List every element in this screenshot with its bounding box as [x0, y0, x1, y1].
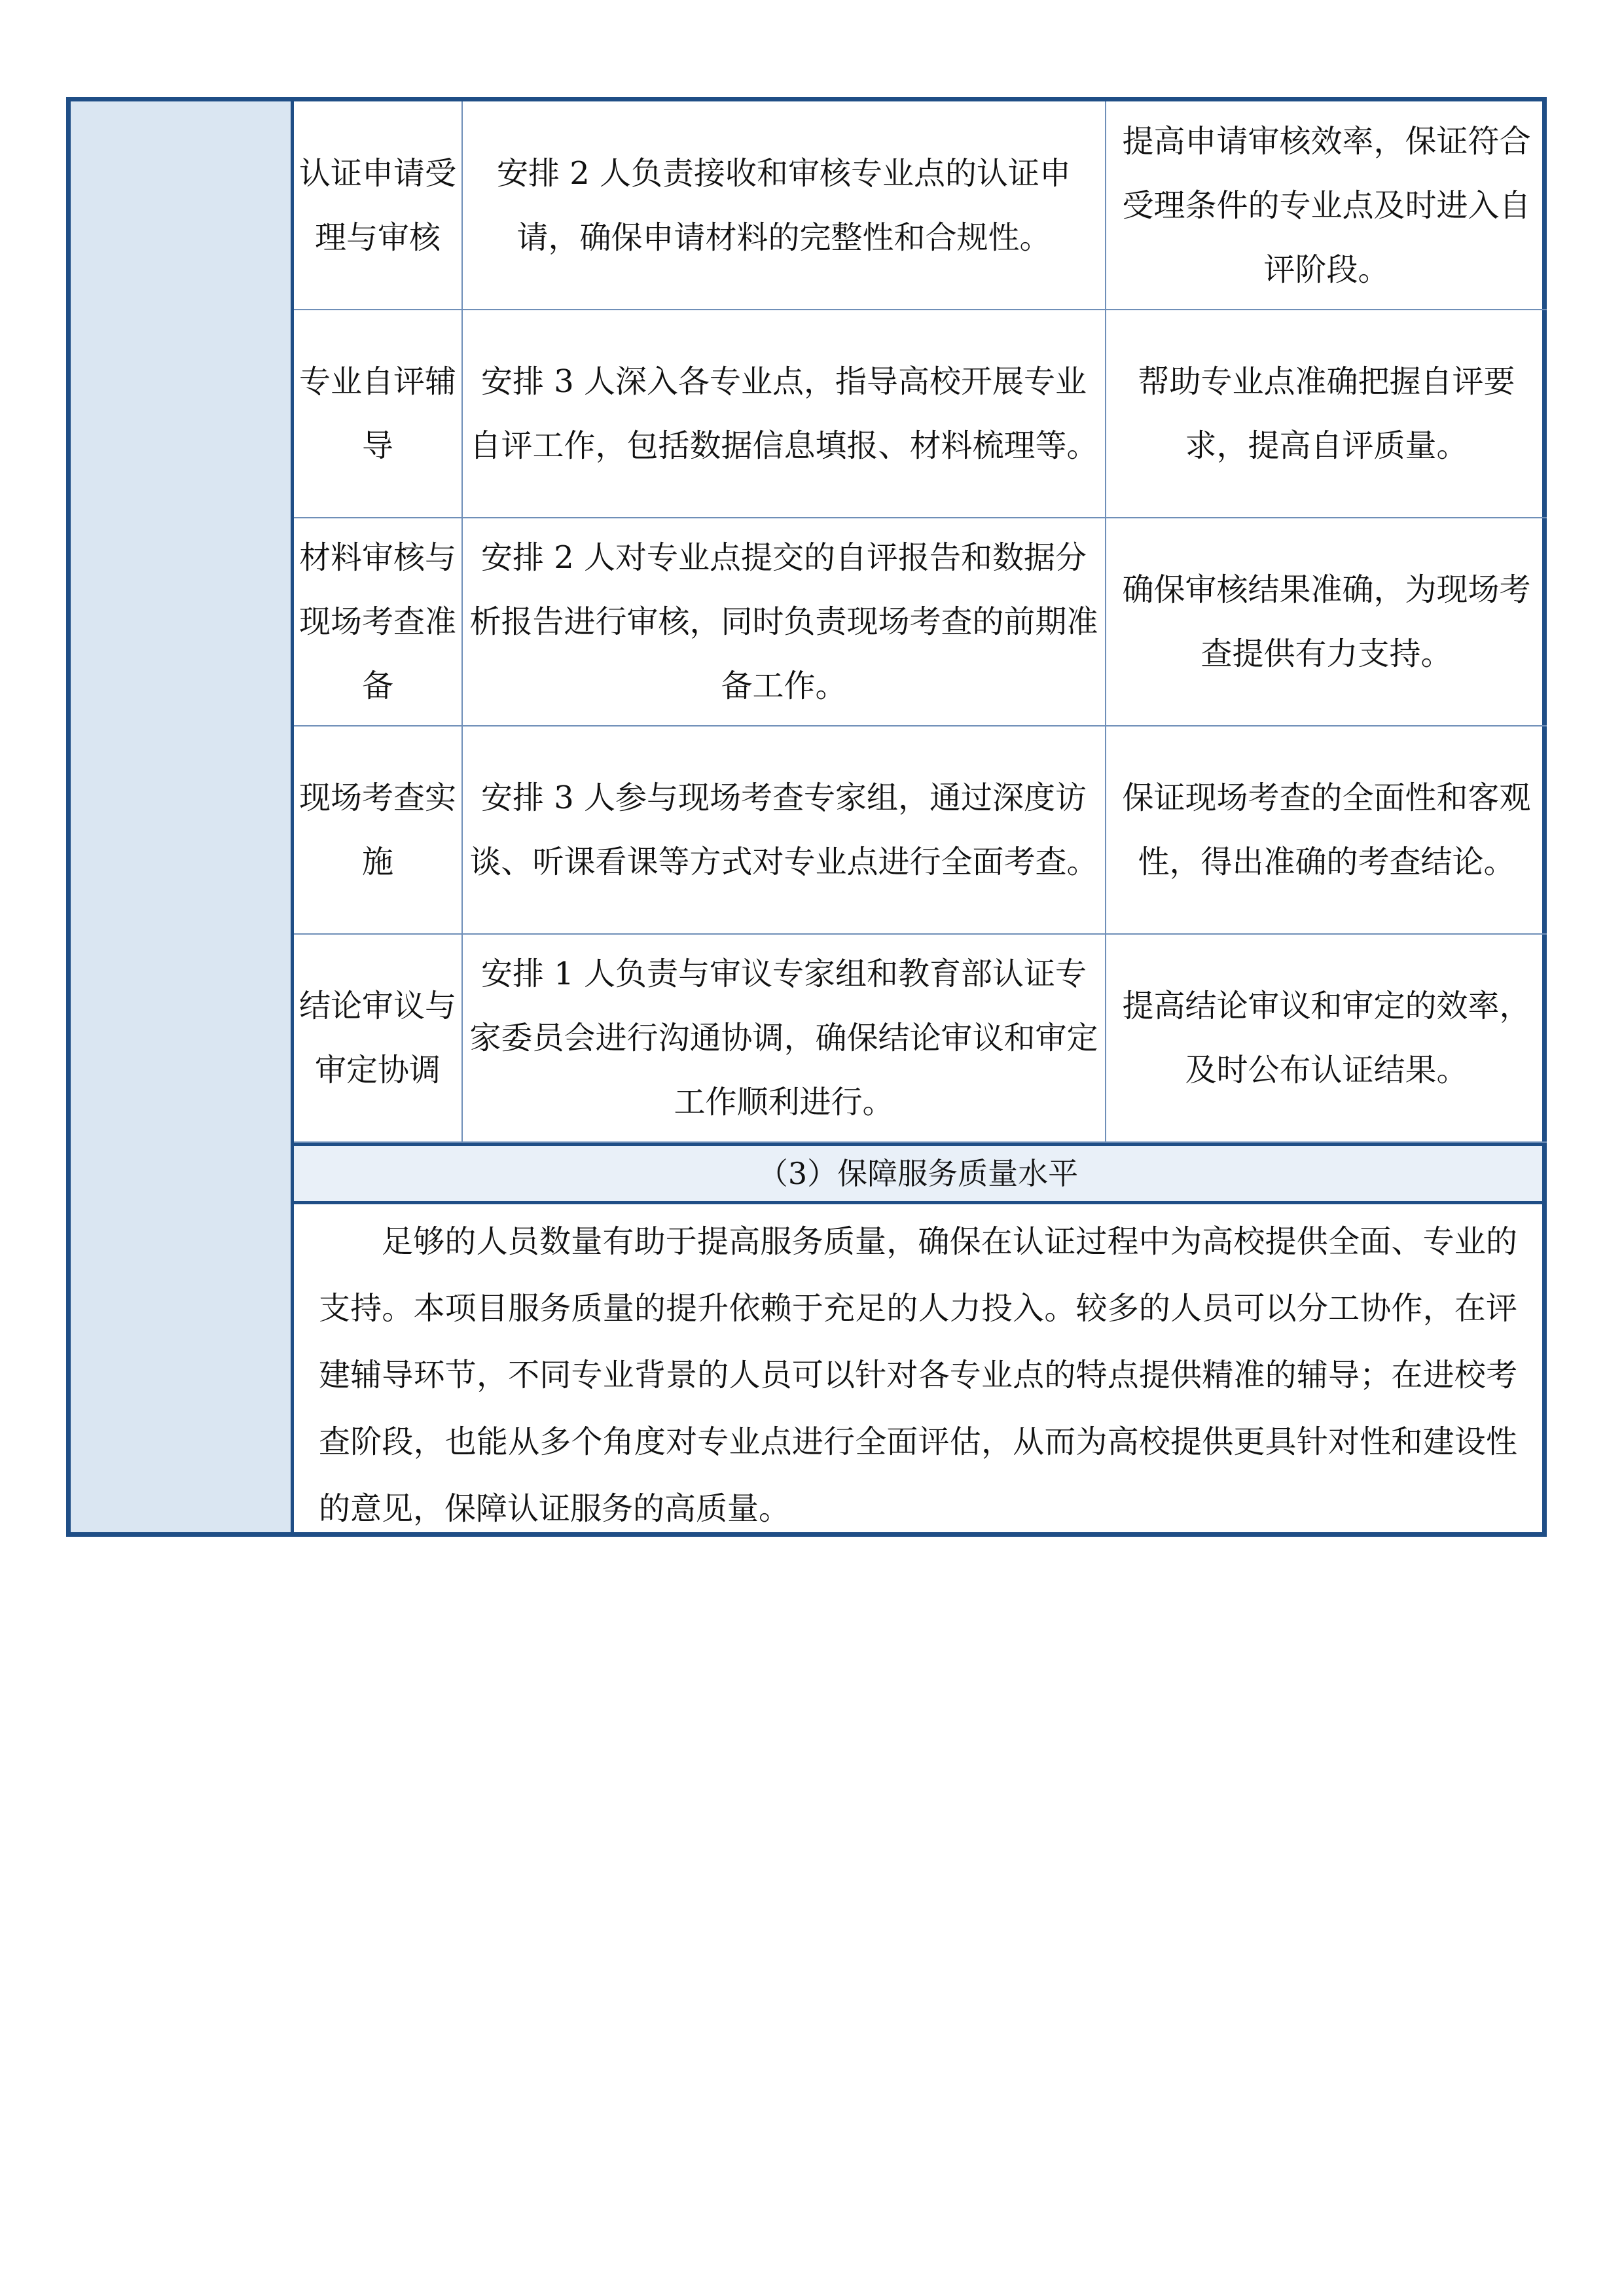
arrangement-cell: 安排 3 人深入各专业点，指导高校开展专业自评工作，包括数据信息填报、材料梳理等。 — [462, 310, 1106, 518]
table-row — [294, 934, 1547, 1142]
effect-cell: 确保审核结果准确，为现场考查提供有力支持。 — [1106, 518, 1547, 726]
arrangement-cell: 安排 2 人对专业点提交的自评报告和数据分析报告进行审核，同时负责现场考查的前期准备工作。 — [462, 518, 1106, 726]
effect-cell: 保证现场考查的全面性和客观性，得出准确的考查结论。 — [1106, 726, 1547, 934]
effect-cell: 提高结论审议和审定的效率，及时公布认证结果。 — [1106, 934, 1547, 1142]
section-heading: （3）保障服务质量水平 — [294, 1143, 1542, 1204]
section-paragraph: 足够的人员数量有助于提高服务质量，确保在认证过程中为高校提供全面、专业的支持。本项目服务质量的提升依赖于充足的人力投入。较多的人员可以分工协作，在评建辅导环节，不同专业背景的人员可以针对各专业点的特点提供精准的辅导；在进校考查阶段，也能从多个角度对专业点进行全面评估，从而为高校提供更具针对性和建设性的意见，保障认证服务的高质量。 — [319, 1223, 1517, 1527]
stage-cell: 认证申请受理与审核 — [294, 101, 462, 310]
stage-cell: 材料审核与现场考查准备 — [294, 518, 462, 726]
effect-cell: 提高申请审核效率，保证符合受理条件的专业点及时进入自评阶段。 — [1106, 101, 1547, 310]
stage-cell: 现场考查实施 — [294, 726, 462, 934]
arrangement-cell: 安排 3 人参与现场考查专家组，通过深度访谈、听课看课等方式对专业点进行全面考查。 — [462, 726, 1106, 934]
content-area — [294, 101, 1542, 1532]
table-row — [294, 726, 1547, 934]
table-row — [294, 101, 1547, 310]
table-row — [294, 310, 1547, 518]
arrangement-cell: 安排 1 人负责与审议专家组和教育部认证专家委员会进行沟通协调，确保结论审议和审定工作顺利进行。 — [462, 934, 1106, 1142]
stage-cell: 结论审议与审定协调 — [294, 934, 462, 1142]
table-row — [294, 518, 1547, 726]
stage-cell: 专业自评辅导 — [294, 310, 462, 518]
arrangement-cell: 安排 2 人负责接收和审核专业点的认证申请，确保申请材料的完整性和合规性。 — [462, 101, 1106, 310]
effect-cell: 帮助专业点准确把握自评要求，提高自评质量。 — [1106, 310, 1547, 518]
document-frame — [66, 97, 1547, 1537]
left-category-column — [71, 101, 294, 1532]
staffing-table — [294, 101, 1547, 1143]
